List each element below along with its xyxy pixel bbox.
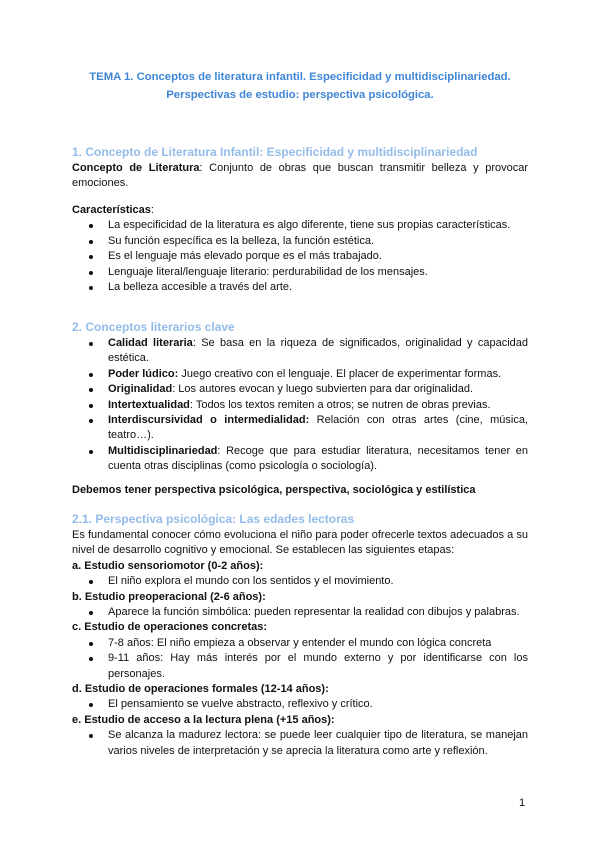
list-item	[72, 728, 528, 759]
section-1-heading: 1. Concepto de Literatura Infantil: Especificidad y multidisciplinariedad	[72, 145, 478, 159]
bullet-icon	[89, 286, 93, 290]
document-title	[72, 68, 528, 104]
stage-title: d. Estudio de operaciones formales (12-14 años):	[72, 683, 329, 696]
term-text: : Recoge que para estudiar literatura, necesitamos tener en cuenta otras disciplinas (como psicología o sociología).	[108, 444, 528, 473]
key-concepts-block	[72, 336, 528, 475]
bullet-icon	[89, 703, 93, 707]
list-item-text: 7-8 años: El niño empieza a observar y entender el mundo con lógica concreta	[108, 636, 492, 649]
features-label: Características	[72, 204, 151, 216]
bullet-icon	[89, 255, 93, 259]
stage-title: b. Estudio preoperacional (2-6 años):	[72, 590, 266, 603]
term-text: Relación con otras artes (cine, música, teatro…).	[108, 414, 528, 442]
list-item-text: Es el lenguaje más elevado porque es el más trabajado.	[108, 250, 382, 263]
term-text: : Se basa en la riqueza de significados, originalidad y capacidad estética.	[108, 337, 528, 365]
list-item	[72, 234, 528, 249]
bullet-icon	[89, 224, 93, 228]
term-text: : Los autores evocan y luego subvierten para dar originalidad.	[172, 383, 474, 396]
reading-ages-block	[72, 528, 528, 759]
features-block	[72, 203, 528, 295]
term: Calidad literaria	[108, 337, 193, 349]
term-text: Juego creativo con el lenguaje. El placer de experimentar formas.	[178, 367, 502, 380]
list-item-text: Se alcanza la madurez lectora: se puede leer cualquier tipo de literatura, se manejan varios niveles de interpretación y se aprecia la literatura como arte y reflexión.	[108, 729, 528, 757]
list-item-text: 9-11 años: Hay más interés por el mundo externo y por identificarse con los personajes.	[108, 652, 528, 680]
term: Poder lúdico:	[108, 367, 179, 380]
bullet-icon	[89, 657, 93, 661]
list-item	[72, 398, 528, 413]
bullet-icon	[89, 450, 93, 454]
bullet-icon	[89, 419, 93, 423]
list-item-text: Lenguaje literal/lenguaje literario: perdurabilidad de los mensajes.	[108, 265, 428, 278]
section-2-1-heading: 2.1. Perspectiva psicológica: Las edades lectoras	[72, 512, 355, 526]
features-colon: :	[150, 204, 154, 216]
bullet-icon	[89, 271, 93, 275]
list-item-text: Su función específica es la belleza, la función estética.	[108, 234, 374, 247]
list-item-text: El pensamiento se vuelve abstracto, reflexivo y crítico.	[108, 698, 373, 711]
stage-title: a. Estudio sensoriomotor (0-2 años):	[72, 559, 264, 572]
list-item-text: El niño explora el mundo con los sentidos y el movimiento.	[108, 575, 394, 588]
list-item	[72, 574, 528, 589]
bullet-icon	[89, 642, 93, 646]
key-concepts-list	[72, 336, 528, 475]
list-item	[72, 265, 528, 280]
term: Originalidad	[108, 383, 173, 396]
bullet-icon	[89, 373, 93, 377]
concept-definition	[72, 161, 528, 192]
concept-text: : Conjunto de obras que buscan transmitir belleza y provocar emociones.	[72, 162, 528, 190]
page-number: 1	[519, 797, 526, 809]
bullet-icon	[89, 734, 93, 738]
list-item	[72, 605, 528, 620]
perspective-note-text: Debemos tener perspectiva psicológica, perspectiva, sociológica y estilística	[72, 484, 476, 496]
title-line-2: Perspectivas de estudio: perspectiva psicológica.	[166, 89, 434, 101]
list-item	[72, 413, 528, 444]
list-item	[72, 636, 528, 651]
term: Interdiscursividad o intermedialidad:	[108, 414, 310, 427]
list-item	[72, 651, 528, 682]
list-item	[72, 444, 528, 475]
list-item-text: La especificidad de la literatura es algo diferente, tiene sus propias características.	[108, 219, 511, 232]
bullet-icon	[89, 388, 93, 392]
stage-title: e. Estudio de acceso a la lectura plena (+15 años):	[72, 713, 335, 726]
bullet-icon	[89, 342, 93, 346]
list-item	[72, 367, 528, 382]
list-item	[72, 249, 528, 264]
term-text: : Todos los textos remiten a otros; se nutren de obras previas.	[189, 398, 491, 411]
stage-title: c. Estudio de operaciones concretas:	[72, 621, 268, 634]
list-item	[72, 336, 528, 367]
list-item-text: Aparece la función simbólica: pueden representar la realidad con dibujos y palabras.	[108, 606, 520, 619]
term: Multidisciplinariedad	[108, 444, 218, 457]
concept-label: Concepto de Literatura	[72, 162, 200, 174]
list-item	[72, 218, 528, 233]
perspective-note	[72, 483, 528, 498]
bullet-icon	[89, 404, 93, 408]
features-list	[72, 218, 528, 295]
list-item	[72, 382, 528, 397]
title-line-1: TEMA 1. Conceptos de literatura infantil. Especificidad y multidisciplinariedad.	[89, 71, 511, 83]
bullet-icon	[89, 240, 93, 244]
term: Intertextualidad	[108, 398, 190, 411]
bullet-icon	[89, 580, 93, 584]
bullet-icon	[89, 611, 93, 615]
list-item-text: La belleza accesible a través del arte.	[108, 281, 293, 294]
list-item	[72, 697, 528, 712]
intro-paragraph: Es fundamental conocer cómo evoluciona el niño para poder ofrecerle textos adecuados a su nivel de desarrollo cognitivo y emocional. Se establecen las siguientes etapas:	[72, 529, 528, 557]
section-2-heading: 2. Conceptos literarios clave	[72, 320, 235, 334]
list-item	[72, 280, 528, 295]
